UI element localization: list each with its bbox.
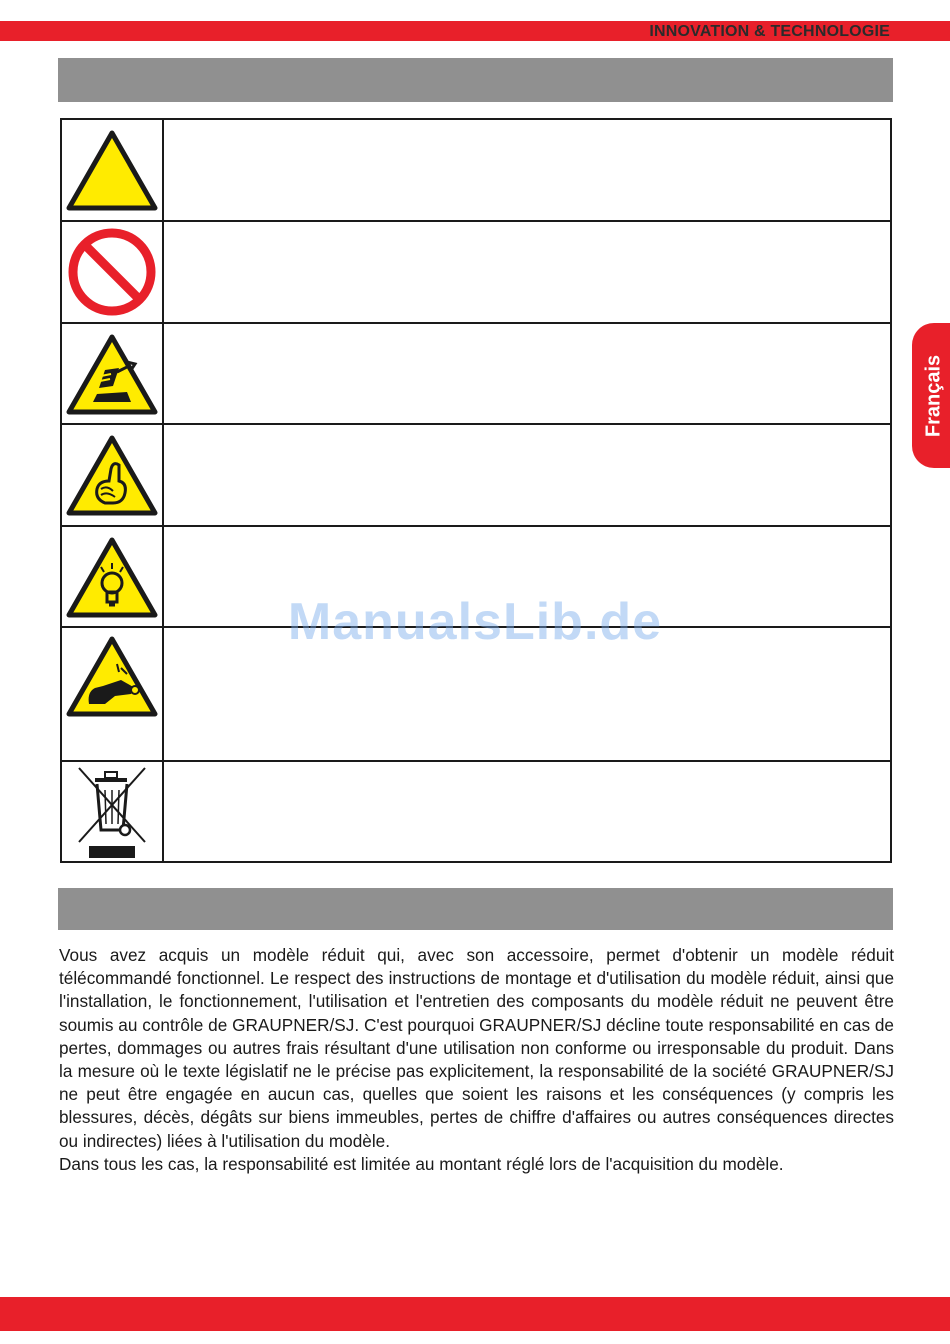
language-tab[interactable] bbox=[912, 323, 950, 468]
prohibition-icon bbox=[65, 225, 159, 319]
symbol-row bbox=[61, 221, 891, 323]
symbol-description bbox=[163, 221, 891, 323]
disclaimer-paragraph: Dans tous les cas, la responsabilité est limitée au montant réglé lors de l'acquisition du modèle. bbox=[59, 1153, 784, 1174]
symbol-row bbox=[61, 424, 891, 526]
symbol-icon-cell bbox=[61, 424, 163, 526]
symbol-icon-cell bbox=[61, 221, 163, 323]
header-brand-text: INNOVATION & TECHNOLOGIE bbox=[649, 23, 890, 40]
disclaimer-paragraph: Vous avez acquis un modèle réduit qui, avec son accessoire, permet d'obtenir un modèle réduit télécommandé fonctionnel. Le respect des instructions de montage et d'utilisation du modèle réduit, ainsi que l'installation, le fonctionnement, l'utilisation et l'entretien des composants du modèle réduit ne peuvent être soumis au contrôle de GRAUPNER/SJ. C'est pourquoi GRAUPNER/SJ décline toute responsabilité en cas de pertes, dommages ou autres frais résultant d'une utilisation non conforme ou irresponsable du produit. Dans la mesure où le texte législatif ne le précise pas explicitement, la responsabilité de la société GRAUPNER/SJ ne peut être engagée en aucun cas, quelles que soient les raisons et les conséquences (y compris les blessures, décès, dégâts sur biens immeubles, pertes de chiffre d'affaires ou autres conséquences directes ou indirectes) liées à l'utilisation du modèle. bbox=[59, 945, 894, 1151]
weee-crossed-bin-icon bbox=[65, 764, 159, 860]
disclaimer-text bbox=[59, 944, 894, 1176]
symbol-icon-cell bbox=[61, 119, 163, 221]
symbol-row bbox=[61, 761, 891, 862]
symbol-description bbox=[163, 761, 891, 862]
thumbs-up-note-icon bbox=[65, 433, 159, 517]
section-header-band-disclaimer bbox=[58, 888, 893, 930]
symbol-description bbox=[163, 119, 891, 221]
symbol-description bbox=[163, 323, 891, 424]
symbol-icon-cell bbox=[61, 323, 163, 424]
warning-triangle-icon bbox=[65, 128, 159, 212]
symbol-row bbox=[61, 323, 891, 424]
symbol-description bbox=[163, 424, 891, 526]
section-header-band-symbols bbox=[58, 58, 893, 102]
symbol-row bbox=[61, 119, 891, 221]
corrosive-hazard-icon bbox=[65, 332, 159, 416]
symbol-legend-table bbox=[60, 118, 892, 863]
symbol-icon-cell bbox=[61, 761, 163, 862]
watermark: ManualsLib.de bbox=[287, 593, 663, 651]
language-tab-label: Français bbox=[922, 354, 945, 437]
footer-red-bar bbox=[0, 1297, 950, 1331]
